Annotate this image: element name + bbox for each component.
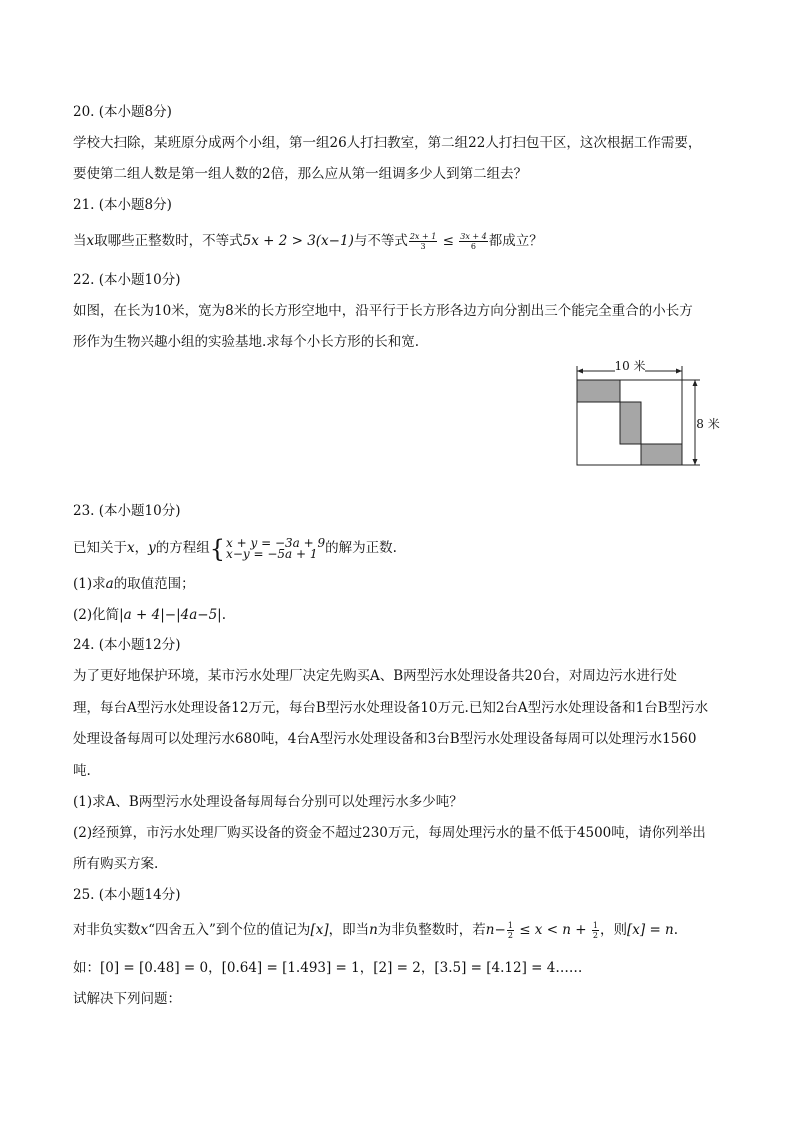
q23-var-x: x <box>127 540 135 556</box>
small-rect-1 <box>577 380 620 402</box>
q25-half2-numerator: 1 <box>592 921 598 930</box>
q25-var-n: n <box>369 922 378 938</box>
q24-text-line3: 处理设备每周可以处理污水680吨，4台A型污水处理设备和3台B型污水处理设备每周可以处理污水1560 <box>73 731 697 747</box>
q20-text-line1: 学校大扫除，某班原分成两个小组，第一组26人打扫教室，第二组22人打扫包干区，这次根据工作需要， <box>73 135 702 151</box>
q25-mid1: “四舍五入”到个位的值记为 <box>148 922 311 938</box>
q21-frac1-denominator: 3 <box>420 242 426 251</box>
width-arrow-head-right <box>676 369 682 374</box>
q22-text-line2: 形作为生物兴趣小组的实验基地.求每个小长方形的长和宽. <box>73 334 420 350</box>
q24-heading: 24. (本小题12分) <box>73 637 181 653</box>
q25-text-line1 <box>73 921 678 940</box>
q22-heading: 22. (本小题10分) <box>73 272 181 288</box>
q25-inequality: ≤ x < n + <box>514 922 591 938</box>
q21-frac2-numerator: 3x + 4 <box>460 232 487 241</box>
q23-part1 <box>73 575 195 593</box>
q25-text-line2: 如：[0] = [0.48] = 0，[0.64] = [1.493] = 1，[2] = 2，[3.5] = [4.12] = 4…… <box>73 960 583 976</box>
q23-part2 <box>73 606 226 624</box>
q23-part2-pre: (2)化简 <box>73 607 120 623</box>
q23-part1-var: a <box>105 576 114 592</box>
q24-part1: (1)求A、B两型污水处理设备每周每台分别可以处理污水多少吨？ <box>73 794 463 810</box>
q23-equation-system <box>226 535 326 561</box>
q25-mid4: ，则 <box>600 922 627 938</box>
q21-text <box>73 232 543 251</box>
q25-heading: 25. (本小题14分) <box>73 887 181 903</box>
q21-fraction-1 <box>409 232 437 251</box>
q23-equation-1: x + y = −3a + 9 <box>226 535 326 550</box>
q23-text <box>73 535 397 561</box>
q25-half1-numerator: 1 <box>507 921 513 930</box>
q21-frac2-denominator: 6 <box>470 242 477 251</box>
q25-mid2: ，即当 <box>328 922 370 938</box>
q23-equation-2: x−y = −5a + 1 <box>226 546 318 561</box>
q20-text-line2: 要使第二组人数是第一组人数的2倍，那么应从第一组调多少人到第二组去？ <box>73 166 528 182</box>
q23-sep: ， <box>134 540 149 556</box>
q23-part1-post: 的取值范围； <box>113 576 195 592</box>
q21-post: 都成立？ <box>488 233 543 249</box>
q23-brace: { <box>209 534 226 563</box>
q21-pre: 当 <box>73 233 87 249</box>
q25-result: [x] = n <box>627 922 674 938</box>
q25-mid3: 为非负整数时，若 <box>377 922 486 938</box>
q25-text-line3: 试解决下列问题： <box>73 991 181 1007</box>
q25-half-1 <box>507 921 514 940</box>
q23-var-y: y <box>148 540 156 556</box>
q21-var-x: x <box>86 233 95 249</box>
q25-var-x: x <box>140 922 149 938</box>
q24-part2-line1: (2)经预算，市污水处理厂购买设备的资金不超过230万元，每周处理污水的量不低于4500吨，请你列举出 <box>73 825 706 841</box>
q21-fraction-2 <box>459 232 487 251</box>
q21-inequality-1: 5x + 2 > 3(x−1) <box>242 233 354 249</box>
q23-part1-pre: (1)求 <box>73 576 106 592</box>
height-arrow-head-bottom <box>693 459 698 465</box>
q25-half2-denominator: 2 <box>592 931 598 940</box>
rectangle-figure <box>560 350 730 470</box>
q21-heading: 21. (本小题8分) <box>73 197 172 213</box>
q20-heading: 20. (本小题8分) <box>73 104 172 120</box>
q23-post: 的解为正数. <box>325 540 397 556</box>
q23-heading: 23. (本小题10分) <box>73 503 181 519</box>
q25-pre: 对非负实数 <box>73 922 141 938</box>
q23-pre: 已知关于 <box>73 540 127 556</box>
q24-text-line4: 吨. <box>73 763 91 779</box>
small-rect-3 <box>641 444 682 465</box>
q25-half-2 <box>592 921 599 940</box>
q23-part2-expression: |a + 4|−|4a−5| <box>119 607 222 623</box>
q25-half1-denominator: 2 <box>507 931 513 940</box>
q23-mid: 的方程组 <box>155 540 210 556</box>
width-arrow-head-left <box>577 369 583 374</box>
q25-bracket-x: [x] <box>310 922 329 938</box>
q21-mid1: 取哪些正整数时，不等式 <box>94 233 243 249</box>
q21-frac1-numerator: 2x + 1 <box>409 232 437 241</box>
q25-lower-bound: n− <box>485 922 506 938</box>
q22-text-line1: 如图，在长为10米，宽为8米的长方形空地中，沿平行于长方形各边方向分割出三个能完全重合的小长方 <box>73 303 693 319</box>
height-arrow-head-top <box>693 380 698 386</box>
q23-part2-post: . <box>221 607 226 623</box>
q24-part2-line2: 所有购买方案. <box>73 856 159 872</box>
q21-mid2: 与不等式 <box>353 233 408 249</box>
q24-text-line2: 理，每台A型污水处理设备12万元，每台B型污水处理设备10万元.已知2台A型污水处理设备和1台B型污水 <box>73 700 709 716</box>
q25-end: . <box>673 922 679 938</box>
q24-text-line1: 为了更好地保护环境，某市污水处理厂决定先购买A、B两型污水处理设备共20台，对周边污水进行处 <box>73 668 677 684</box>
q21-le-sign: ≤ <box>438 233 459 249</box>
width-label: 10 米 <box>614 359 646 373</box>
small-rect-2 <box>620 402 641 444</box>
height-label: 8 米 <box>696 417 720 431</box>
